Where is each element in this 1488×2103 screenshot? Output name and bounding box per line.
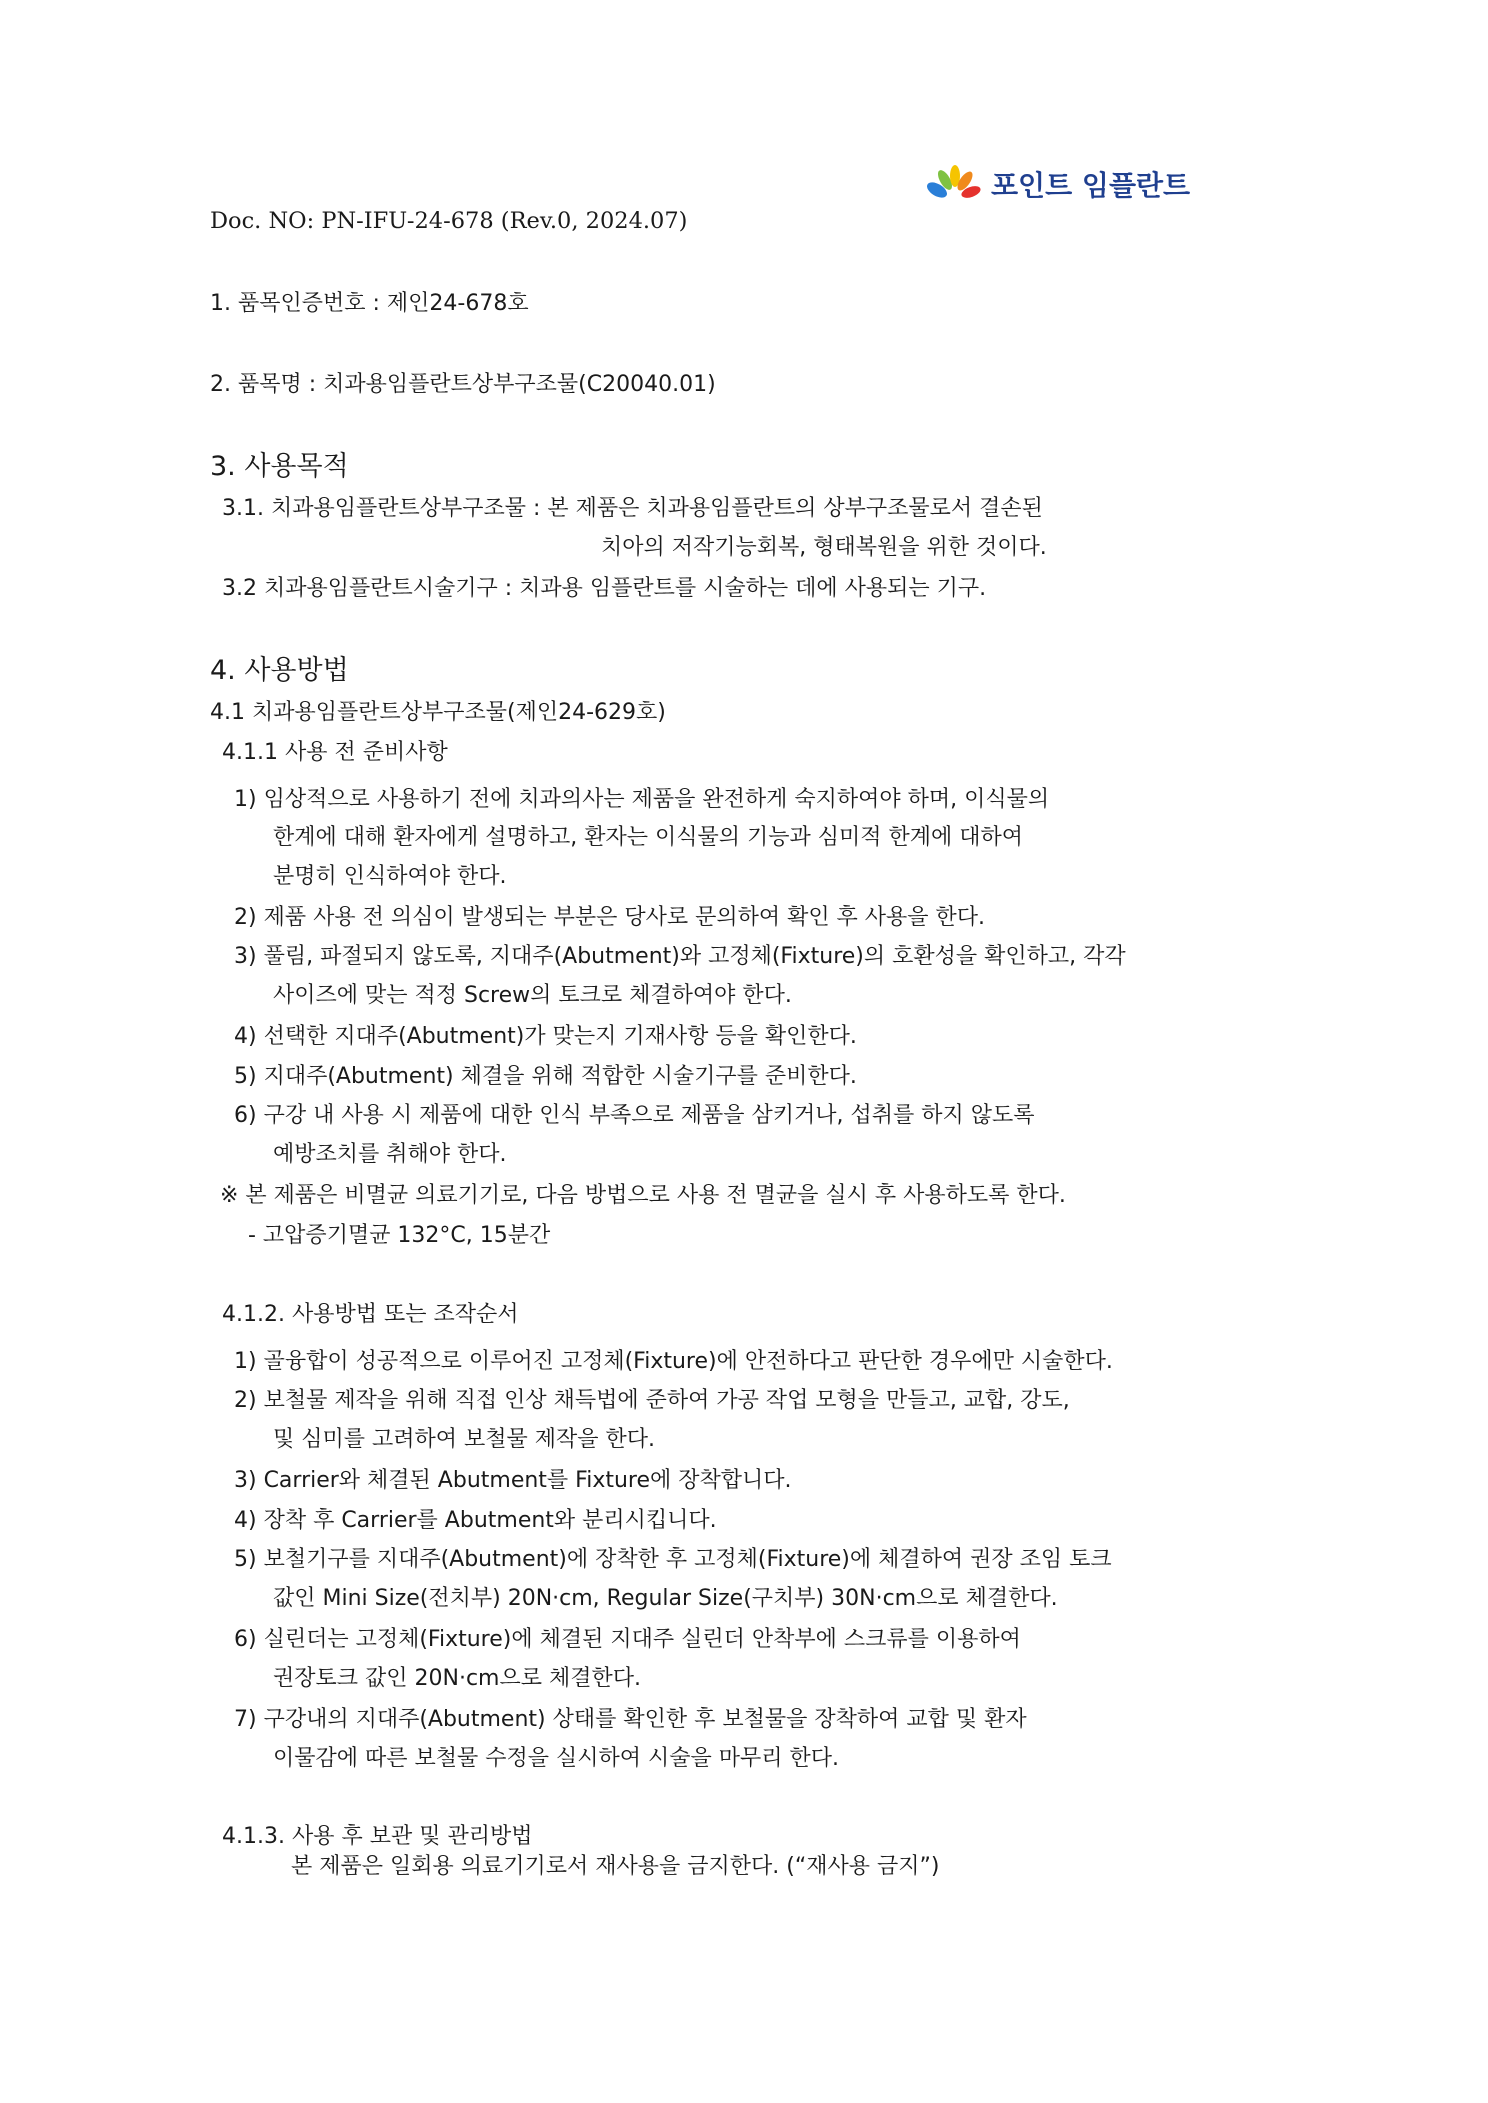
list-item: 사이즈에 맞는 적정 Screw의 토크로 체결하여야 한다. xyxy=(273,983,792,1008)
list-item: 3) 풀림, 파절되지 않도록, 지대주(Abutment)와 고정체(Fixture)의 호환성을 확인하고, 각각 xyxy=(234,944,1126,969)
list-item: 예방조치를 취해야 한다. xyxy=(273,1142,507,1167)
item-name: 2. 품목명 : 치과용임플란트상부구조물(C20040.01) xyxy=(210,372,716,397)
section-4-1-title: 4.1 치과용임플란트상부구조물(제인24-629호) xyxy=(210,700,666,725)
list-item: 한계에 대해 환자에게 설명하고, 환자는 이식물의 기능과 심미적 한계에 대하여 xyxy=(273,825,1023,850)
section-4-title: 4. 사용방법 xyxy=(210,655,349,686)
reuse-prohibition-note: 본 제품은 일회용 의료기기로서 재사용을 금지한다. (“재사용 금지”) xyxy=(291,1854,940,1879)
flower-petal-logo-icon xyxy=(925,164,983,204)
item-certification-number: 1. 품목인증번호 : 제인24-678호 xyxy=(210,291,529,316)
sterilization-method: - 고압증기멸균 132°C, 15분간 xyxy=(248,1223,551,1248)
list-item: 권장토크 값인 20N·cm으로 체결한다. xyxy=(273,1666,641,1691)
section-3-1-line-1: 3.1. 치과용임플란트상부구조물 : 본 제품은 치과용임플란트의 상부구조물로서 결손된 xyxy=(222,496,1043,521)
list-item: 값인 Mini Size(전치부) 20N·cm, Regular Size(구치부) 30N·cm으로 체결한다. xyxy=(273,1586,1058,1611)
list-item: 1) 임상적으로 사용하기 전에 치과의사는 제품을 완전하게 숙지하여야 하며, 이식물의 xyxy=(234,787,1050,812)
list-item: 6) 실린더는 고정체(Fixture)에 체결된 지대주 실린더 안착부에 스크류를 이용하여 xyxy=(234,1627,1021,1652)
section-4-1-3-title: 4.1.3. 사용 후 보관 및 관리방법 xyxy=(222,1824,533,1849)
list-item: 2) 제품 사용 전 의심이 발생되는 부분은 당사로 문의하여 확인 후 사용을 한다. xyxy=(234,905,986,930)
section-3-2: 3.2 치과용임플란트시술기구 : 치과용 임플란트를 시술하는 데에 사용되는 기구. xyxy=(222,576,987,601)
section-3-title: 3. 사용목적 xyxy=(210,451,349,482)
list-item: 4) 장착 후 Carrier를 Abutment와 분리시킵니다. xyxy=(234,1508,717,1533)
list-item: 5) 보철기구를 지대주(Abutment)에 장착한 후 고정체(Fixture)에 체결하여 권장 조임 토크 xyxy=(234,1547,1112,1572)
logo-text: 포인트 임플란트 xyxy=(991,169,1191,202)
section-4-1-1-title: 4.1.1 사용 전 준비사항 xyxy=(222,740,448,765)
company-logo xyxy=(925,162,1190,206)
list-item: 분명히 인식하여야 한다. xyxy=(273,864,507,889)
document-number: Doc. NO: PN-IFU-24-678 (Rev.0, 2024.07) xyxy=(210,208,688,234)
list-item: 이물감에 따른 보철물 수정을 실시하여 시술을 마무리 한다. xyxy=(273,1746,839,1771)
sterilization-note: ※ 본 제품은 비멸균 의료기기로, 다음 방법으로 사용 전 멸균을 실시 후 사용하도록 한다. xyxy=(220,1183,1066,1208)
list-item: 2) 보철물 제작을 위해 직접 인상 채득법에 준하여 가공 작업 모형을 만들고, 교합, 강도, xyxy=(234,1388,1070,1413)
list-item: 6) 구강 내 사용 시 제품에 대한 인식 부족으로 제품을 삼키거나, 섭취를 하지 않도록 xyxy=(234,1103,1035,1128)
section-3-1-line-2: 치아의 저작기능회복, 형태복원을 위한 것이다. xyxy=(601,535,1047,560)
list-item: 5) 지대주(Abutment) 체결을 위해 적합한 시술기구를 준비한다. xyxy=(234,1064,857,1089)
section-4-1-2-title: 4.1.2. 사용방법 또는 조작순서 xyxy=(222,1302,519,1327)
list-item: 및 심미를 고려하여 보철물 제작을 한다. xyxy=(273,1427,655,1452)
list-item: 4) 선택한 지대주(Abutment)가 맞는지 기재사항 등을 확인한다. xyxy=(234,1024,857,1049)
list-item: 3) Carrier와 체결된 Abutment를 Fixture에 장착합니다. xyxy=(234,1468,792,1493)
list-item: 1) 골융합이 성공적으로 이루어진 고정체(Fixture)에 안전하다고 판단한 경우에만 시술한다. xyxy=(234,1349,1113,1374)
list-item: 7) 구강내의 지대주(Abutment) 상태를 확인한 후 보철물을 장착하여 교합 및 환자 xyxy=(234,1707,1027,1732)
